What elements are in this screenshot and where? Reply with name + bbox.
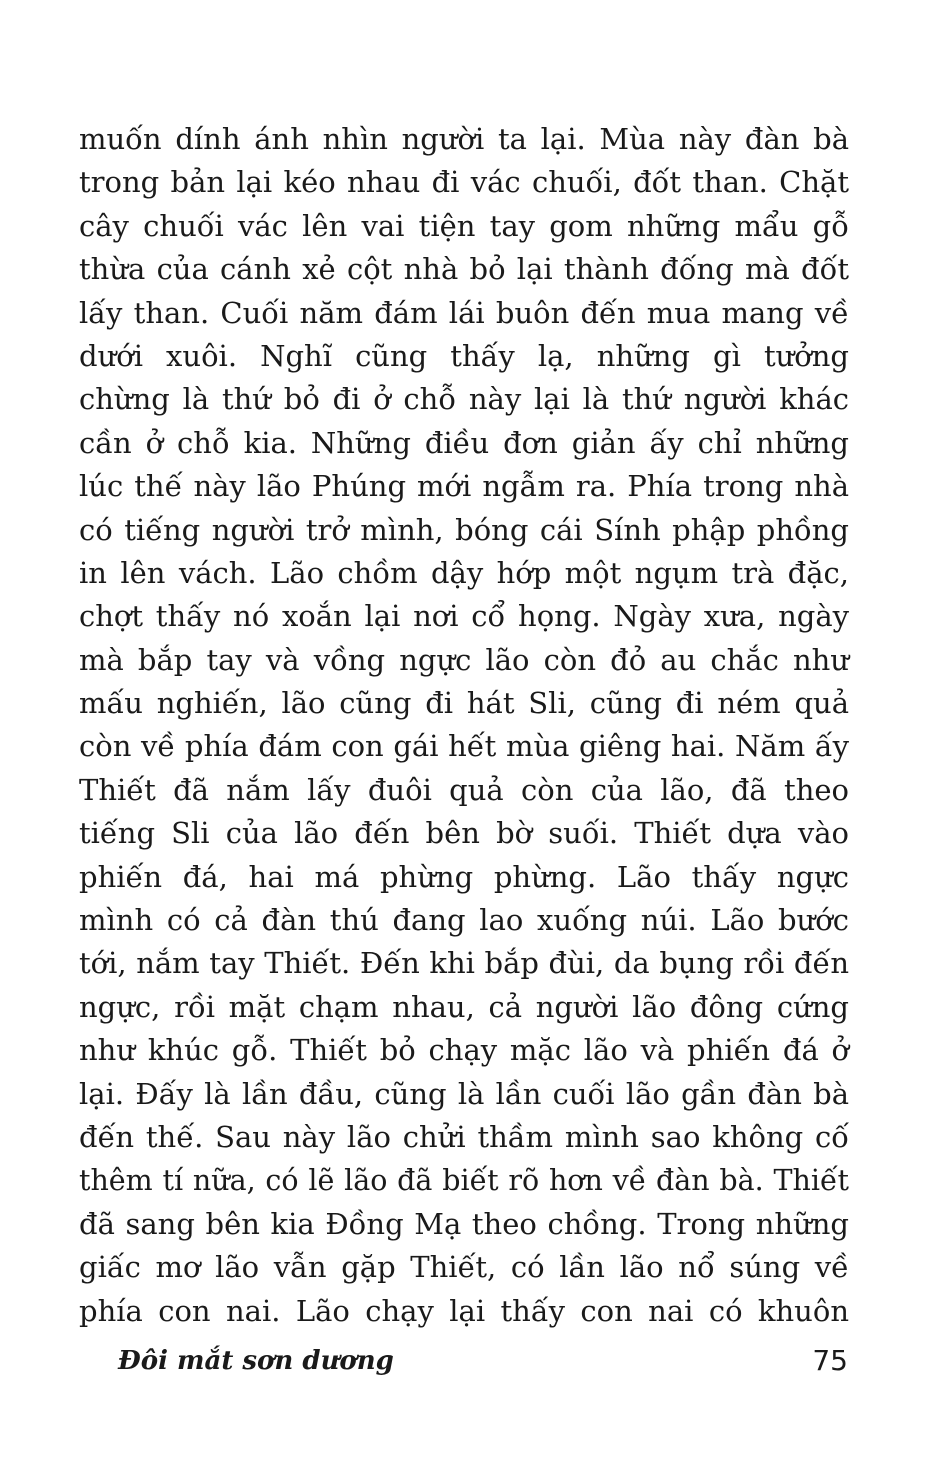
text-line: còn về phía đám con gái hết mùa giêng hai. Năm ấy xyxy=(79,729,849,764)
text-line: mấu nghiến, lão cũng đi hát Sli, cũng đi ném quả xyxy=(79,686,849,721)
text-line: thừa của cánh xẻ cột nhà bỏ lại thành đống mà đốt xyxy=(79,252,849,287)
text-line: ngực, rồi mặt chạm nhau, cả người lão đông cứng xyxy=(79,989,849,1024)
text-line: Thiết đã nắm lấy đuôi quả còn của lão, đã theo xyxy=(79,772,849,807)
text-line: tiếng Sli của lão đến bên bờ suối. Thiết dựa vào xyxy=(79,816,849,851)
text-line: in lên vách. Lão chồm dậy hớp một ngụm trà đặc, xyxy=(79,555,849,590)
text-line: lúc thế này lão Phúng mới ngẫm ra. Phía trong nhà xyxy=(79,469,849,504)
text-line: giấc mơ lão vẫn gặp Thiết, có lần lão nổ súng về xyxy=(79,1250,849,1285)
text-line: tới, nắm tay Thiết. Đến khi bắp đùi, da bụng rồi đến xyxy=(79,946,849,981)
text-line: chợt thấy nó xoắn lại nơi cổ họng. Ngày xưa, ngày xyxy=(79,599,849,634)
running-footer-title: Đôi mắt sơn dương xyxy=(118,1346,394,1376)
text-line: thêm tí nữa, có lẽ lão đã biết rõ hơn về đàn bà. Thiết xyxy=(79,1164,849,1198)
text-line: đã sang bên kia Đồng Mạ theo chồng. Trong những xyxy=(79,1206,849,1241)
text-line: lấy than. Cuối năm đám lái buôn đến mua mang về xyxy=(79,295,849,330)
page-number: 75 xyxy=(812,1344,848,1377)
text-line: dưới xuôi. Nghĩ cũng thấy lạ, những gì tưởng xyxy=(79,338,849,373)
text-line: phía con nai. Lão chạy lại thấy con nai có khuôn xyxy=(79,1293,849,1328)
text-line: mình có cả đàn thú đang lao xuống núi. Lão bước xyxy=(79,903,849,938)
text-line: muốn dính ánh nhìn người ta lại. Mùa này đàn bà xyxy=(79,122,849,156)
text-line: lại. Đấy là lần đầu, cũng là lần cuối lão gần đàn bà xyxy=(79,1076,849,1111)
text-line: có tiếng người trở mình, bóng cái Sính phập phồng xyxy=(79,512,849,547)
text-line: như khúc gỗ. Thiết bỏ chạy mặc lão và phiến đá ở xyxy=(79,1033,849,1068)
text-line: đến thế. Sau này lão chửi thầm mình sao không cố xyxy=(79,1119,849,1154)
text-line: phiến đá, hai má phừng phừng. Lão thấy ngực xyxy=(79,859,849,894)
text-line: chừng là thứ bỏ đi ở chỗ này lại là thứ người khác xyxy=(79,382,849,417)
text-line: trong bản lại kéo nhau đi vác chuối, đốt than. Chặt xyxy=(79,165,849,200)
text-line: mà bắp tay và vồng ngực lão còn đỏ au chắc như xyxy=(79,642,849,677)
body-text xyxy=(79,118,849,1333)
text-line: cần ở chỗ kia. Những điều đơn giản ấy chỉ những xyxy=(79,425,849,460)
text-line: cây chuối vác lên vai tiện tay gom những mẩu gỗ xyxy=(79,208,849,243)
